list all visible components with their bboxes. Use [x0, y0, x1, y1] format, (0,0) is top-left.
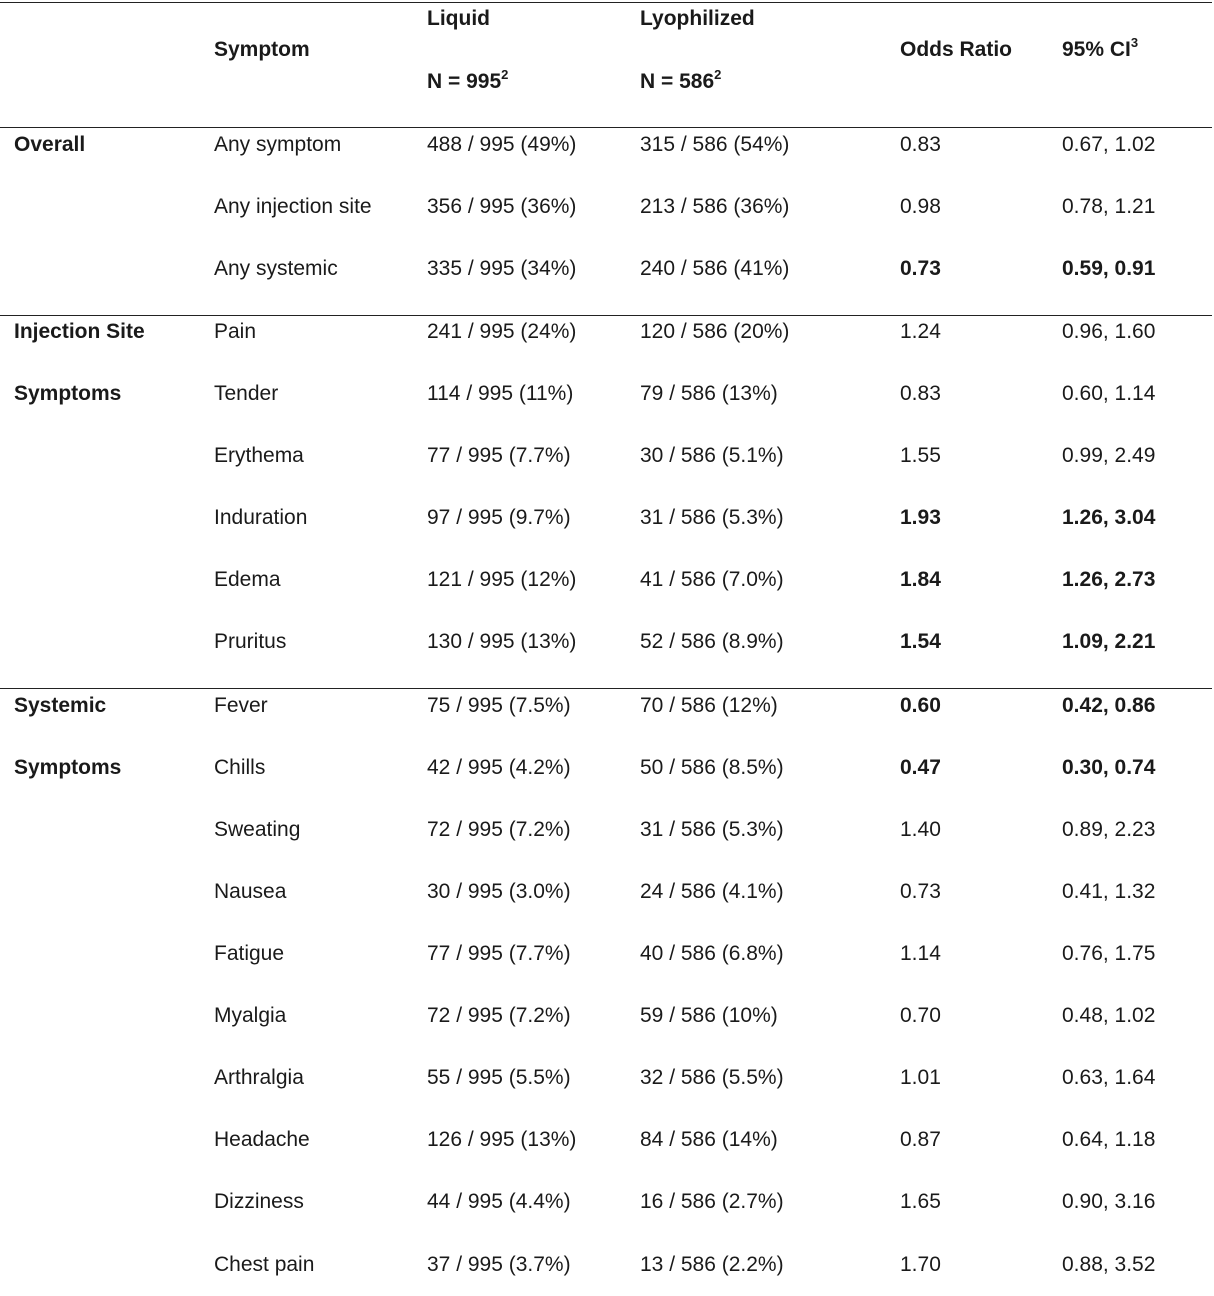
- header-liquid-n: [427, 67, 509, 94]
- header-lyophilized-n: [640, 67, 722, 94]
- header-lyophilized-n-text: N = 586: [640, 70, 715, 93]
- table-row: [0, 425, 1214, 487]
- odds-ratio-value: 0.73: [900, 880, 941, 903]
- row-group-label: Systemic: [14, 694, 107, 717]
- ci-value: 0.96, 1.60: [1062, 320, 1156, 343]
- liquid-count: 75 / 995 (7.5%): [427, 694, 571, 717]
- lyophilized-count: 13 / 586 (2.2%): [640, 1253, 784, 1276]
- liquid-count: 44 / 995 (4.4%): [427, 1190, 571, 1213]
- lyophilized-count: 30 / 586 (5.1%): [640, 444, 784, 467]
- liquid-count: 130 / 995 (13%): [427, 630, 577, 653]
- symptom-name: Pain: [214, 320, 257, 343]
- table-row: [0, 799, 1214, 861]
- liquid-count: 97 / 995 (9.7%): [427, 506, 571, 529]
- ci-value: 0.63, 1.64: [1062, 1066, 1156, 1089]
- odds-ratio-value: 1.14: [900, 942, 941, 965]
- symptom-name: Sweating: [214, 818, 301, 841]
- ci-value: 0.78, 1.21: [1062, 195, 1156, 218]
- odds-ratio-value: 0.73: [900, 257, 941, 280]
- table-row: [0, 1109, 1214, 1171]
- table-row: [0, 985, 1214, 1047]
- header-ci: [1062, 35, 1139, 62]
- ci-value: 0.41, 1.32: [1062, 880, 1156, 903]
- odds-ratio-value: 0.83: [900, 133, 941, 156]
- ci-value: 0.60, 1.14: [1062, 382, 1156, 405]
- table-row: [0, 301, 1214, 363]
- row-group-label: Injection Site: [14, 320, 145, 343]
- lyophilized-count: 120 / 586 (20%): [640, 320, 790, 343]
- symptom-name: Erythema: [214, 444, 304, 467]
- header-lyophilized-footnote: 2: [714, 67, 722, 82]
- symptom-name: Headache: [214, 1128, 310, 1151]
- odds-ratio-value: 1.93: [900, 506, 941, 529]
- table-row: [0, 923, 1214, 985]
- ci-value: 0.67, 1.02: [1062, 133, 1156, 156]
- odds-ratio-value: 1.65: [900, 1190, 941, 1213]
- lyophilized-count: 84 / 586 (14%): [640, 1128, 778, 1151]
- ci-value: 1.26, 2.73: [1062, 568, 1156, 591]
- ci-value: 0.89, 2.23: [1062, 818, 1156, 841]
- odds-ratio-value: 0.83: [900, 382, 941, 405]
- table-row: [0, 176, 1214, 238]
- header-liquid-footnote: 2: [501, 67, 509, 82]
- liquid-count: 37 / 995 (3.7%): [427, 1253, 571, 1276]
- table-row: [0, 737, 1214, 799]
- liquid-count: 42 / 995 (4.2%): [427, 756, 571, 779]
- lyophilized-count: 59 / 586 (10%): [640, 1004, 778, 1027]
- symptom-name: Chills: [214, 756, 266, 779]
- odds-ratio-value: 0.47: [900, 756, 941, 779]
- liquid-count: 121 / 995 (12%): [427, 568, 577, 591]
- odds-ratio-value: 0.70: [900, 1004, 941, 1027]
- odds-ratio-value: 1.54: [900, 630, 941, 653]
- ci-value: 1.26, 3.04: [1062, 506, 1156, 529]
- table-row: [0, 611, 1214, 673]
- top-rule: [0, 2, 1212, 3]
- symptom-name: Fatigue: [214, 942, 285, 965]
- lyophilized-count: 50 / 586 (8.5%): [640, 756, 784, 779]
- liquid-count: 72 / 995 (7.2%): [427, 818, 571, 841]
- ci-value: 0.76, 1.75: [1062, 942, 1156, 965]
- ci-value: 0.30, 0.74: [1062, 756, 1156, 779]
- table-row: [0, 1047, 1214, 1109]
- symptom-name: Fever: [214, 694, 268, 717]
- lyophilized-count: 70 / 586 (12%): [640, 694, 778, 717]
- table-row: [0, 549, 1214, 611]
- symptom-name: Nausea: [214, 880, 287, 903]
- header-symptom: Symptom: [214, 38, 310, 61]
- liquid-count: 114 / 995 (11%): [427, 382, 574, 405]
- header-ci-text: 95% CI: [1062, 38, 1131, 61]
- row-group-label: Overall: [14, 133, 86, 156]
- lyophilized-count: 16 / 586 (2.7%): [640, 1190, 784, 1213]
- liquid-count: 77 / 995 (7.7%): [427, 942, 571, 965]
- liquid-count: 55 / 995 (5.5%): [427, 1066, 571, 1089]
- ci-value: 1.09, 2.21: [1062, 630, 1156, 653]
- lyophilized-count: 79 / 586 (13%): [640, 382, 778, 405]
- table-row: [0, 1171, 1214, 1233]
- lyophilized-count: 213 / 586 (36%): [640, 195, 790, 218]
- liquid-count: 356 / 995 (36%): [427, 195, 577, 218]
- symptom-name: Pruritus: [214, 630, 287, 653]
- symptom-name: Dizziness: [214, 1190, 304, 1213]
- ci-value: 0.90, 3.16: [1062, 1190, 1156, 1213]
- symptom-name: Tender: [214, 382, 279, 405]
- table-row: [0, 1234, 1214, 1296]
- liquid-count: 126 / 995 (13%): [427, 1128, 577, 1151]
- table-row: [0, 114, 1214, 176]
- odds-ratio-value: 1.24: [900, 320, 941, 343]
- liquid-count: 335 / 995 (34%): [427, 257, 577, 280]
- liquid-count: 488 / 995 (49%): [427, 133, 577, 156]
- table-row: [0, 487, 1214, 549]
- lyophilized-count: 240 / 586 (41%): [640, 257, 790, 280]
- odds-ratio-value: 0.87: [900, 1128, 941, 1151]
- odds-ratio-value: 1.55: [900, 444, 941, 467]
- odds-ratio-value: 1.84: [900, 568, 941, 591]
- odds-ratio-value: 0.98: [900, 195, 941, 218]
- symptom-name: Arthralgia: [214, 1066, 304, 1089]
- table-row: [0, 675, 1214, 737]
- lyophilized-count: 24 / 586 (4.1%): [640, 880, 784, 903]
- ci-value: 0.48, 1.02: [1062, 1004, 1156, 1027]
- symptom-name: Induration: [214, 506, 308, 529]
- header-liquid-n-text: N = 995: [427, 70, 502, 93]
- lyophilized-count: 31 / 586 (5.3%): [640, 506, 784, 529]
- lyophilized-count: 315 / 586 (54%): [640, 133, 790, 156]
- odds-ratio-value: 1.01: [900, 1066, 941, 1089]
- liquid-count: 30 / 995 (3.0%): [427, 880, 571, 903]
- symptom-name: Chest pain: [214, 1253, 315, 1276]
- header-lyophilized: Lyophilized: [640, 7, 755, 30]
- symptom-name: Edema: [214, 568, 281, 591]
- ci-value: 0.64, 1.18: [1062, 1128, 1156, 1151]
- liquid-count: 72 / 995 (7.2%): [427, 1004, 571, 1027]
- odds-ratio-value: 1.40: [900, 818, 941, 841]
- lyophilized-count: 41 / 586 (7.0%): [640, 568, 784, 591]
- ci-value: 0.59, 0.91: [1062, 257, 1156, 280]
- header-ci-footnote: 3: [1130, 35, 1139, 50]
- lyophilized-count: 40 / 586 (6.8%): [640, 942, 784, 965]
- header-liquid: Liquid: [427, 7, 490, 30]
- header-odds-ratio: Odds Ratio: [900, 38, 1013, 61]
- row-group-label: Symptoms: [14, 756, 122, 779]
- lyophilized-count: 32 / 586 (5.5%): [640, 1066, 784, 1089]
- symptom-name: Any symptom: [214, 133, 342, 156]
- ci-value: 0.99, 2.49: [1062, 444, 1156, 467]
- ci-value: 0.88, 3.52: [1062, 1253, 1156, 1276]
- odds-ratio-value: 1.70: [900, 1253, 941, 1276]
- liquid-count: 77 / 995 (7.7%): [427, 444, 571, 467]
- lyophilized-count: 52 / 586 (8.9%): [640, 630, 784, 653]
- lyophilized-count: 31 / 586 (5.3%): [640, 818, 784, 841]
- ci-value: 0.42, 0.86: [1062, 694, 1156, 717]
- row-group-label: Symptoms: [14, 382, 122, 405]
- liquid-count: 241 / 995 (24%): [427, 320, 577, 343]
- symptom-name: Any systemic: [214, 257, 338, 280]
- table-row: [0, 861, 1214, 923]
- table-row: [0, 238, 1214, 300]
- odds-ratio-value: 0.60: [900, 694, 941, 717]
- symptom-name: Any injection site: [214, 195, 372, 218]
- symptom-name: Myalgia: [214, 1004, 287, 1027]
- table-row: [0, 363, 1214, 425]
